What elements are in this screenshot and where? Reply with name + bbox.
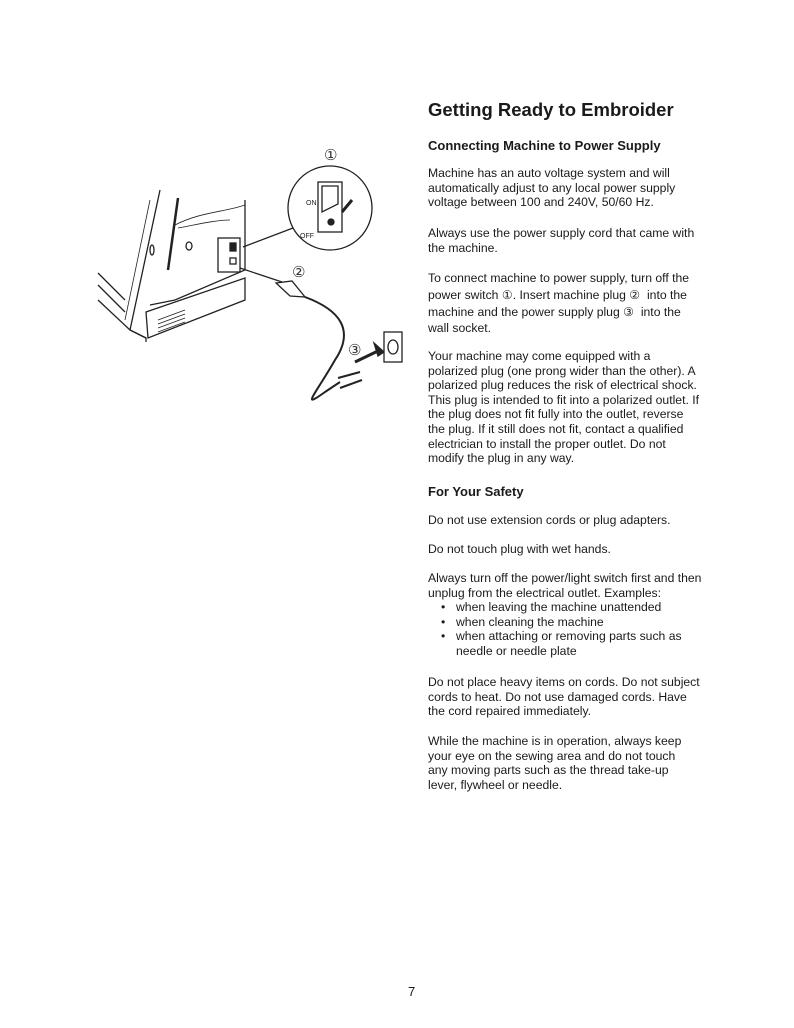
switch-on-label: ON — [306, 200, 317, 207]
safety-bullet-list — [428, 600, 682, 658]
list-item: • when cleaning the machine — [441, 614, 604, 629]
list-item: • when attaching or removing parts such as needle or needle plate — [441, 629, 682, 658]
paragraph: Do not touch plug with wet hands. — [428, 542, 611, 556]
paragraph: Always turn off the power/light switch first and then unplug from the electrical outlet. Examples: — [428, 571, 702, 600]
paragraph: While the machine is in operation, always keep your eye on the sewing area and do not touch any moving parts such as the thread take-up lever, flywheel or needle. — [428, 734, 682, 792]
callout-1: ① — [324, 146, 338, 164]
callout-3: ③ — [348, 341, 362, 359]
paragraph: Do not use extension cords or plug adapters. — [428, 513, 671, 527]
page-number: 7 — [408, 984, 416, 999]
section-heading-power-supply: Connecting Machine to Power Supply — [428, 138, 661, 153]
paragraph: Machine has an auto voltage system and will automatically adjust to any local power supply voltage between 100 and 240V, 50/60 Hz. — [428, 166, 676, 210]
section-heading-safety: For Your Safety — [428, 484, 524, 499]
callout-2: ② — [292, 263, 306, 281]
paragraph: To connect machine to power supply, turn off the power switch ①. Insert machine plug ② into the machine and the power supply plug ③ into the wall socket. — [428, 271, 690, 336]
page-title: Getting Ready to Embroider — [428, 99, 674, 120]
list-item: • when leaving the machine unattended — [441, 600, 662, 614]
switch-off-label: OFF — [300, 233, 314, 240]
paragraph: Always use the power supply cord that came with the machine. — [428, 226, 695, 255]
paragraph: Your machine may come equipped with a polarized plug (one prong wider than the other). A polarized plug reduces the risk of electrical shock. This plug is intended to fit into a polarized outlet. If the plug does not fit fully into the outlet, reverse the plug. If it still does not fit, contact a qualified electrician to install the proper outlet. Do not modify the plug in any way. — [428, 349, 699, 466]
paragraph: Do not place heavy items on cords. Do not subject cords to heat. Do not use damaged cords. Have the cord repaired immediately. — [428, 675, 700, 719]
